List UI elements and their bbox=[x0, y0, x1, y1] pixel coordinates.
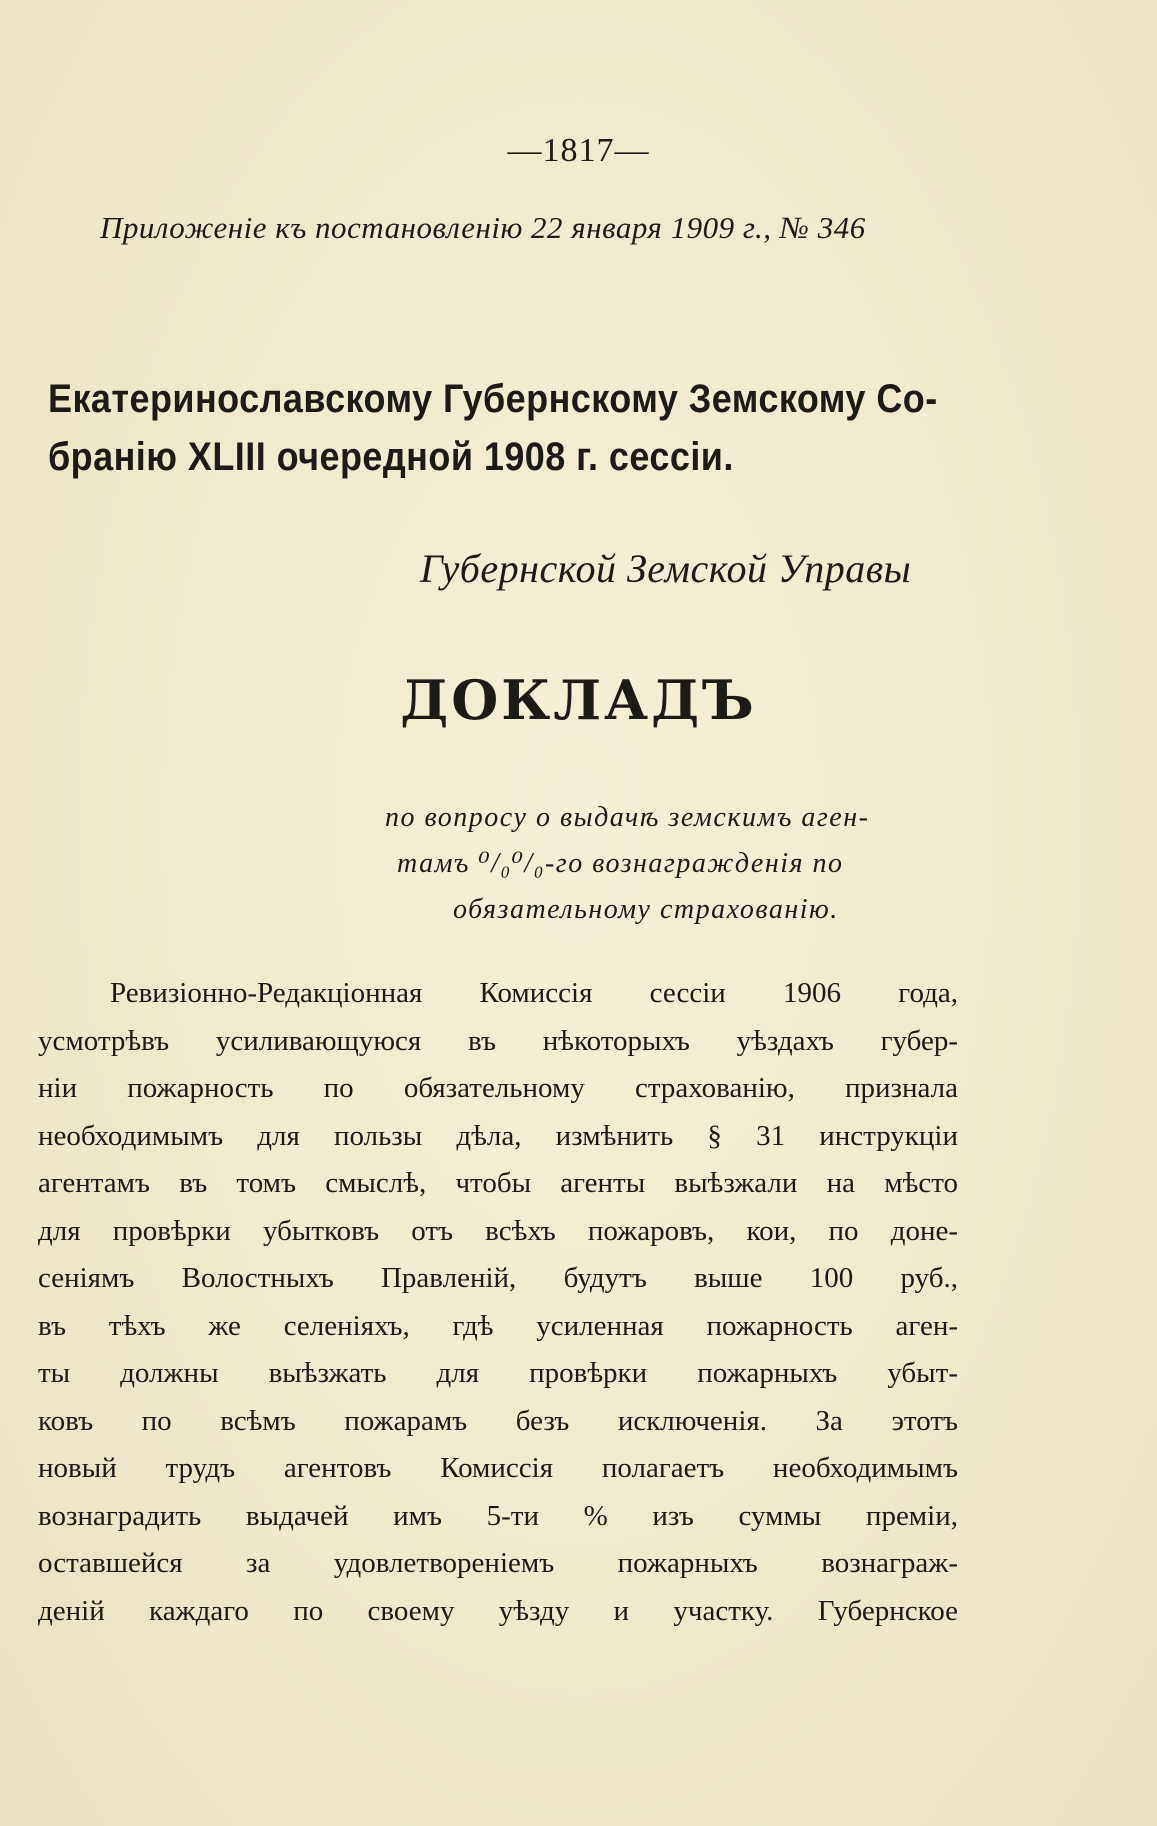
body-line: новый трудъ агентовъ Комиссія полагаетъ необходимымъ bbox=[38, 1452, 958, 1484]
body-line: деній каждаго по своему уѣзду и участку. Губернское bbox=[38, 1594, 958, 1627]
addressee-line: Екатеринославскому Губернскому Земскому Со- bbox=[48, 377, 938, 421]
body-line: ковъ по всѣмъ пожарамъ безъ исключенія. За этотъ bbox=[38, 1404, 958, 1437]
body-line: въ тѣхъ же селеніяхъ, гдѣ усиленная пожарность аген- bbox=[38, 1309, 958, 1342]
subject-line: по вопросу о выдачѣ земскимъ аген- bbox=[385, 802, 870, 833]
body-line: агентамъ въ томъ смыслѣ, чтобы агенты выѣзжали на мѣсто bbox=[38, 1167, 958, 1199]
subject-line: обязательному страхованію. bbox=[453, 894, 839, 925]
body-line: усмотрѣвъ усиливающуюся въ нѣкоторыхъ уѣздахъ губер- bbox=[38, 1024, 958, 1057]
body-line: вознаградить выдачей имъ 5-ти % изъ суммы преміи, bbox=[38, 1499, 958, 1532]
addressee-line: бранію XLIII очередной 1908 г. сессіи. bbox=[48, 435, 734, 479]
body-line: ніи пожарность по обязательному страхованію, признала bbox=[38, 1072, 958, 1104]
body-line: необходимымъ для пользы дѣла, измѣнить § 31 инструкціи bbox=[38, 1119, 958, 1152]
subject-line: тамъ ⁰/₀⁰/₀-го вознагражденія по bbox=[397, 848, 844, 879]
body-line: сеніямъ Волостныхъ Правленій, будутъ выше 100 руб., bbox=[38, 1262, 958, 1294]
report-subject bbox=[385, 795, 960, 933]
addressee-heading bbox=[48, 370, 938, 486]
document-type-title: ДОКЛАДЪ bbox=[400, 668, 757, 732]
body-paragraph bbox=[38, 970, 958, 1635]
attachment-reference: Приложеніе къ постановленію 22 января 1909 г., № 346 bbox=[100, 210, 866, 245]
issuing-board: Губернской Земской Управы bbox=[420, 546, 912, 591]
body-line: ты должны выѣзжать для провѣрки пожарныхъ убыт- bbox=[38, 1357, 958, 1389]
body-line: оставшейся за удовлетвореніемъ пожарныхъ вознаграж- bbox=[38, 1547, 958, 1579]
page-number: —1817— bbox=[507, 132, 650, 169]
body-line: Ревизіонно-Редакціонная Комиссія сессіи 1906 года, bbox=[110, 977, 958, 1009]
body-line: для провѣрки убытковъ отъ всѣхъ пожаровъ, кои, по доне- bbox=[38, 1214, 958, 1247]
